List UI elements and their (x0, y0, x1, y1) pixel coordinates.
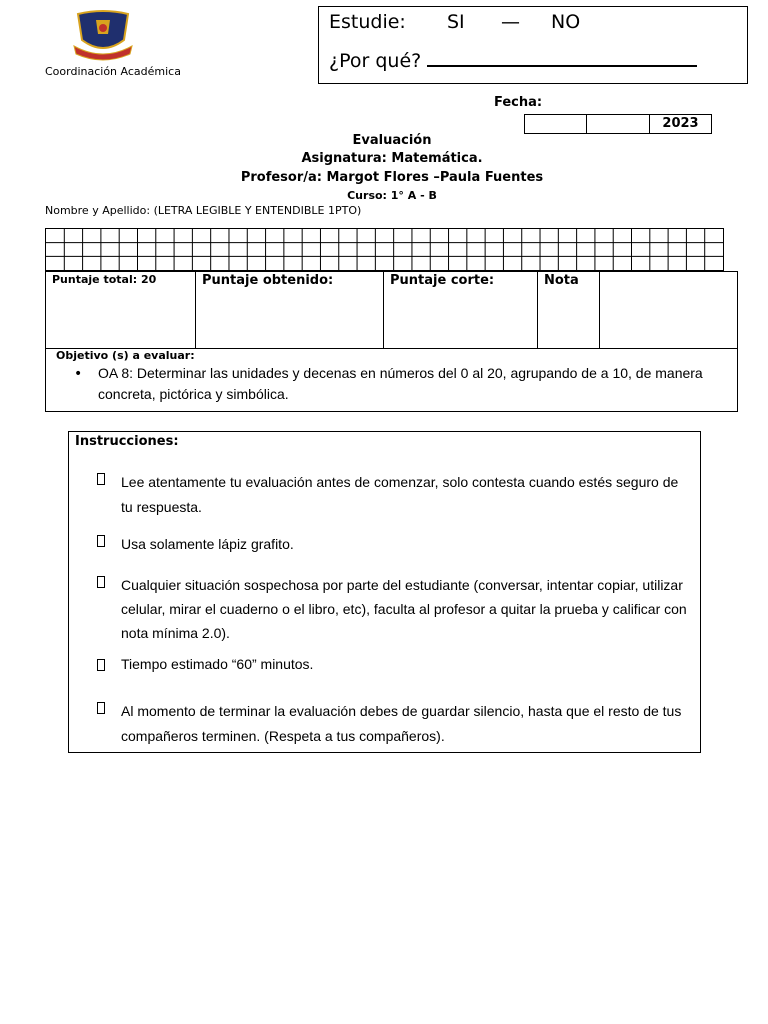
instruction-text: Cualquier situación sospechosa por parte del estudiante (conversar, intentar copiar, utilizar celular, mirar el cuaderno o el libro, etc), faculta al profesor a quitar la prueba y calificar con nota mínima 2.0). (121, 577, 687, 641)
instruction-text: Usa solamente lápiz grafito. (121, 536, 294, 552)
checkbox-glyph-icon (97, 535, 105, 547)
instruction-text: Lee atentamente tu evaluación antes de comenzar, solo contesta cuando estés seguro de tu respuesta. (121, 474, 679, 515)
score-total: Puntaje total: 20 (46, 272, 196, 348)
porque-label: ¿Por qué? (329, 50, 422, 72)
fecha-table (524, 114, 712, 134)
subject-line: Asignatura: Matemática. (301, 151, 483, 166)
estudie-label: Estudie: (329, 11, 406, 33)
estudie-dash: — (501, 11, 520, 33)
estudie-line (329, 11, 629, 35)
estudie-box (318, 6, 748, 84)
checkbox-glyph-icon (97, 702, 105, 714)
porque-answer-field[interactable] (427, 47, 697, 67)
fecha-month-field[interactable] (587, 115, 650, 133)
fecha-year: 2023 (662, 116, 699, 131)
estudie-no[interactable]: NO (551, 11, 581, 33)
school-crest-icon (72, 10, 134, 62)
objective-box (45, 348, 738, 412)
instructions-title: Instrucciones: (75, 434, 179, 449)
coordination-label: Coordinación Académica (45, 65, 181, 78)
estudie-si[interactable]: SI (447, 11, 465, 33)
score-table (45, 271, 738, 349)
fecha-label: Fecha: (494, 95, 543, 110)
course-line: Curso: 1° A - B (347, 189, 437, 202)
instructions-box (68, 431, 701, 753)
instruction-text: Al momento de terminar la evaluación debes de guardar silencio, hasta que el resto de tus compañeros terminen. (Respeta a tus compañeros). (121, 703, 682, 744)
porque-line (329, 47, 697, 72)
checkbox-glyph-icon (97, 473, 105, 485)
score-obtained: Puntaje obtenido: (196, 272, 384, 348)
instruction-text: Tiempo estimado “60” minutos. (121, 656, 314, 672)
grade-field[interactable] (600, 272, 737, 348)
name-label: Nombre y Apellido: (LETRA LEGIBLE Y ENTENDIBLE 1PTO) (45, 204, 362, 217)
eval-title: Evaluación (352, 133, 432, 148)
score-cutoff: Puntaje corte: (384, 272, 538, 348)
bullet-icon: • (74, 366, 83, 382)
objective-text: OA 8: Determinar las unidades y decenas en números del 0 al 20, agrupando de a 10, de manera concreta, pictórica y simbólica. (98, 365, 703, 402)
fecha-day-field[interactable] (525, 115, 587, 133)
teacher-line: Profesor/a: Margot Flores –Paula Fuentes (240, 170, 544, 185)
checkbox-glyph-icon (97, 576, 105, 588)
checkbox-glyph-icon (97, 659, 105, 671)
name-grid[interactable] (45, 228, 724, 271)
grade-label: Nota (538, 272, 600, 348)
objective-title: Objetivo (s) a evaluar: (56, 349, 195, 362)
